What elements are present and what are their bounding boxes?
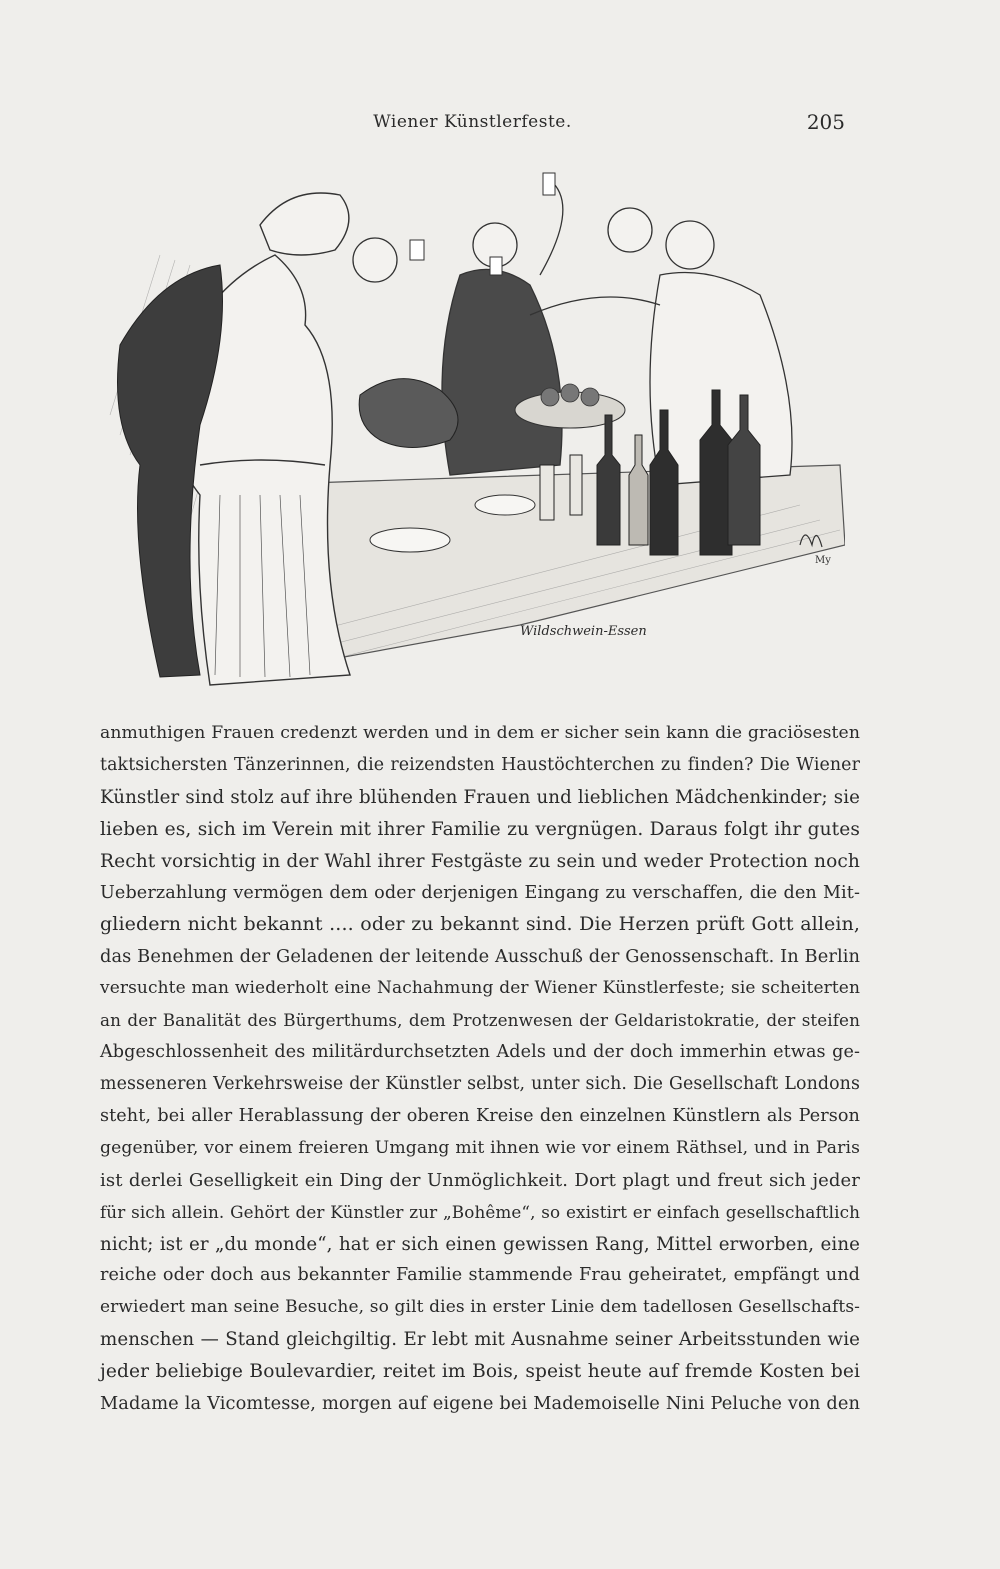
text-line: erwiedert man seine Besuche, so gilt dies in erster Linie dem tadellosen Gesellschafts- [100, 1297, 860, 1318]
text-line: ist derlei Geselligkeit ein Ding der Unmöglichkeit. Dort plagt und freut sich jeder [100, 1169, 860, 1191]
text-line: an der Banalität des Bürgerthums, dem Protzenwesen der Geldaristokratie, der steifen [100, 1010, 860, 1031]
engraving-drawing [100, 165, 845, 690]
text-line: reiche oder doch aus bekannter Familie stammende Frau geheiratet, empfängt und [100, 1265, 860, 1286]
text-line: Ueberzahlung vermögen dem oder derjenigen Eingang zu verschaffen, die den Mit- [100, 882, 860, 903]
text-line: anmuthigen Frauen credenzt werden und in dem er sicher sein kann die graciösesten [100, 723, 860, 743]
text-line: lieben es, sich im Verein mit ihrer Familie zu vergnügen. Daraus folgt ihr gutes [100, 818, 860, 840]
text-line: nicht; ist er „du monde“, hat er sich einen gewissen Rang, Mittel erworben, eine [100, 1233, 860, 1255]
text-line: Abgeschlossenheit des militärdurchsetzten Adels und der doch immerhin etwas ge- [100, 1042, 860, 1063]
text-line: versuchte man wiederholt eine Nachahmung der Wiener Künstlerfeste; sie scheiterten [100, 978, 860, 999]
text-line: gegenüber, vor einem freieren Umgang mit ihnen wie vor einem Räthsel, und in Paris [100, 1137, 860, 1158]
illustration-caption: Wildschwein-Essen [520, 624, 647, 639]
text-line: jeder beliebige Boulevardier, reitet im Bois, speist heute auf fremde Kosten bei [100, 1361, 860, 1383]
text-line: menschen — Stand gleichgiltig. Er lebt mit Ausnahme seiner Arbeitsstunden wie [100, 1329, 860, 1351]
text-line: für sich allein. Gehört der Künstler zur „Bohême“, so existirt er einfach gesellschaftlich [100, 1201, 860, 1222]
artist-signature: My [815, 555, 831, 566]
text-line: Recht vorsichtig in der Wahl ihrer Festgäste zu sein und weder Protection noch [100, 850, 860, 872]
running-title: Wiener Künstlerfeste. [373, 112, 572, 132]
page-number: 205 [806, 110, 845, 134]
text-line: taktsichersten Tänzerinnen, die reizendsten Haustöchterchen zu finden? Die Wiener [100, 754, 860, 775]
body-text [100, 718, 860, 1420]
text-line: das Benehmen der Geladenen der leitende Ausschuß der Genossenschaft. In Berlin [100, 946, 861, 968]
text-line: Madame la Vicomtesse, morgen auf eigene bei Mademoiselle Nini Peluche von den [100, 1393, 860, 1415]
text-line: steht, bei aller Herablassung der oberen Kreise den einzelnen Künstlern als Person [100, 1105, 860, 1126]
text-line: Künstler sind stolz auf ihre blühenden Frauen und lieblichen Mädchenkinder; sie [100, 786, 860, 808]
text-line: gliedern nicht bekannt .... oder zu bekannt sind. Die Herzen prüft Gott allein, [100, 913, 860, 936]
illustration-wild-boar-feast [100, 165, 845, 690]
running-head [100, 112, 845, 142]
text-line: messeneren Verkehrsweise der Künstler selbst, unter sich. Die Gesellschaft Londons [100, 1073, 860, 1094]
